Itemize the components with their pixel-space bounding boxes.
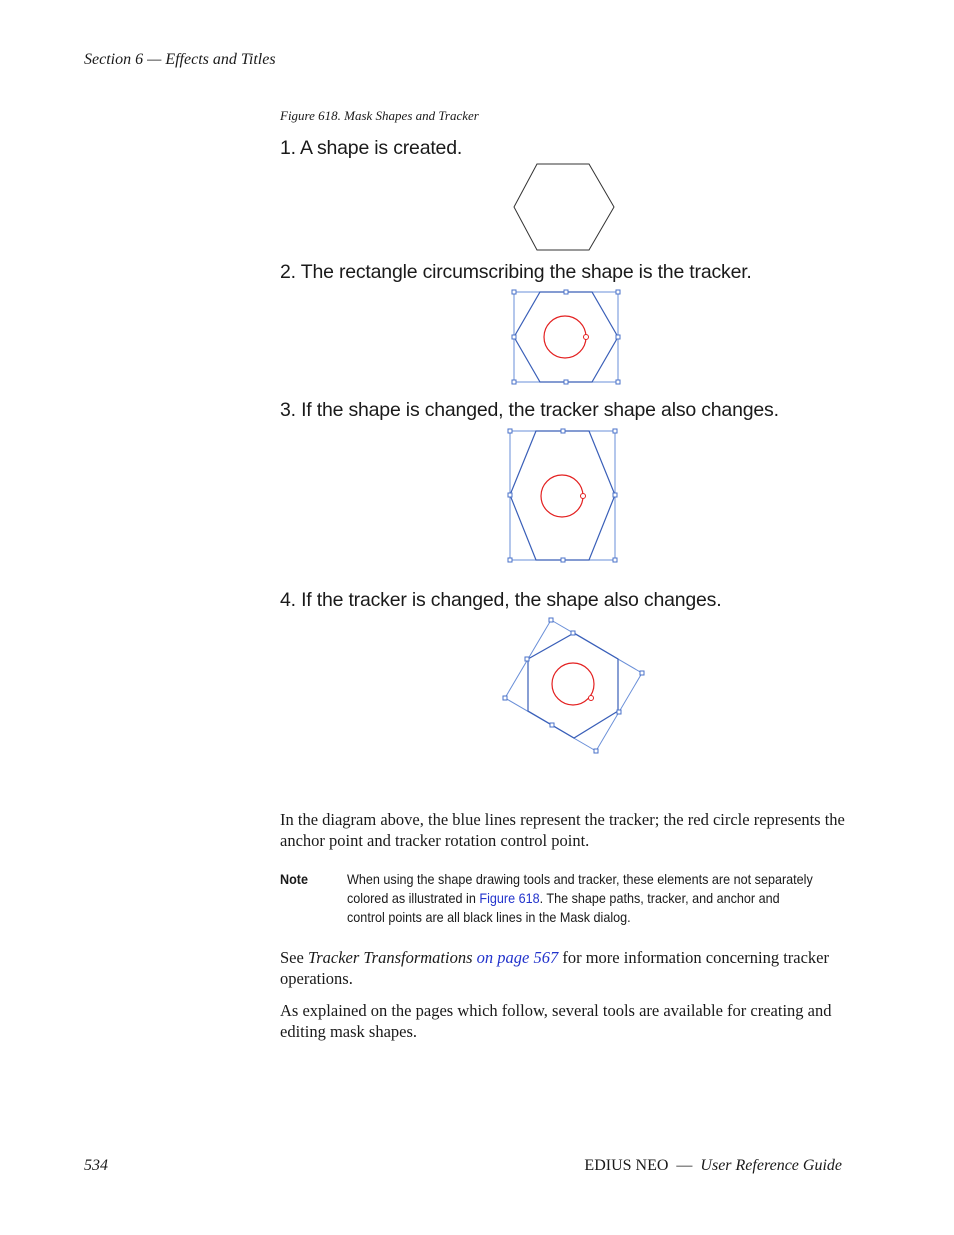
step-4-label: 4. If the tracker is changed, the shape also changes.	[280, 589, 722, 611]
diagram-shape-changed	[503, 424, 623, 566]
rotation-control-point	[581, 494, 586, 499]
section-header: Section 6 — Effects and Titles	[84, 51, 276, 68]
hexagon-shape	[514, 164, 614, 250]
tracker-handles	[503, 618, 644, 753]
tracker-handles	[512, 290, 620, 384]
hexagon-shape	[528, 633, 618, 738]
figure-618-link[interactable]: Figure 618	[479, 890, 540, 906]
product-name: EDIUS NEO	[584, 1157, 669, 1174]
note-text-before: When using the shape drawing tools and tracker, these elements are not separately colored as illustrated in	[347, 871, 813, 906]
hexagon-shape	[510, 431, 615, 560]
guide-name: User Reference Guide	[700, 1157, 842, 1174]
reference-rest: for more information concerning tracker operations.	[280, 948, 829, 988]
page-567-link[interactable]: on page 567	[476, 948, 559, 967]
hexagon-shape	[514, 292, 618, 382]
diagram-tracker-changed	[500, 614, 648, 756]
paragraph-see-reference	[280, 947, 845, 989]
diagram-shape-created	[508, 160, 620, 255]
reference-title: Tracker Transformations	[307, 948, 473, 967]
rotation-control-point	[589, 696, 594, 701]
note-text-after: . The shape paths, tracker, and anchor and control points are all black lines in the Mask dialog.	[347, 890, 780, 925]
footer-separator: —	[676, 1157, 693, 1174]
anchor-circle	[552, 663, 594, 705]
step-3-label: 3. If the shape is changed, the tracker shape also changes.	[280, 399, 779, 421]
paragraph-diagram-explanation: In the diagram above, the blue lines represent the tracker; the red circle represents the anchor point and tracker rotation control point.	[280, 810, 845, 850]
footer-guide-title	[584, 1157, 842, 1175]
page-number: 534	[84, 1157, 108, 1174]
see-text: See	[280, 948, 308, 967]
tracker-rectangle	[510, 431, 615, 560]
tracker-rectangle	[514, 292, 618, 382]
tracker-rectangle	[505, 620, 642, 751]
anchor-circle	[541, 475, 583, 517]
rotation-control-point	[584, 335, 589, 340]
diagram-tracker	[506, 286, 626, 388]
tracker-handles	[508, 429, 617, 562]
paragraph-tools-intro: As explained on the pages which follow, several tools are available for creating and editing mask shapes.	[280, 1001, 832, 1041]
figure-caption: Figure 618. Mask Shapes and Tracker	[280, 108, 479, 123]
note-text	[347, 870, 815, 927]
note-label: Note	[280, 871, 309, 887]
anchor-circle	[544, 316, 586, 358]
step-1-label: 1. A shape is created.	[280, 137, 463, 159]
step-2-label: 2. The rectangle circumscribing the shape is the tracker.	[280, 261, 752, 283]
